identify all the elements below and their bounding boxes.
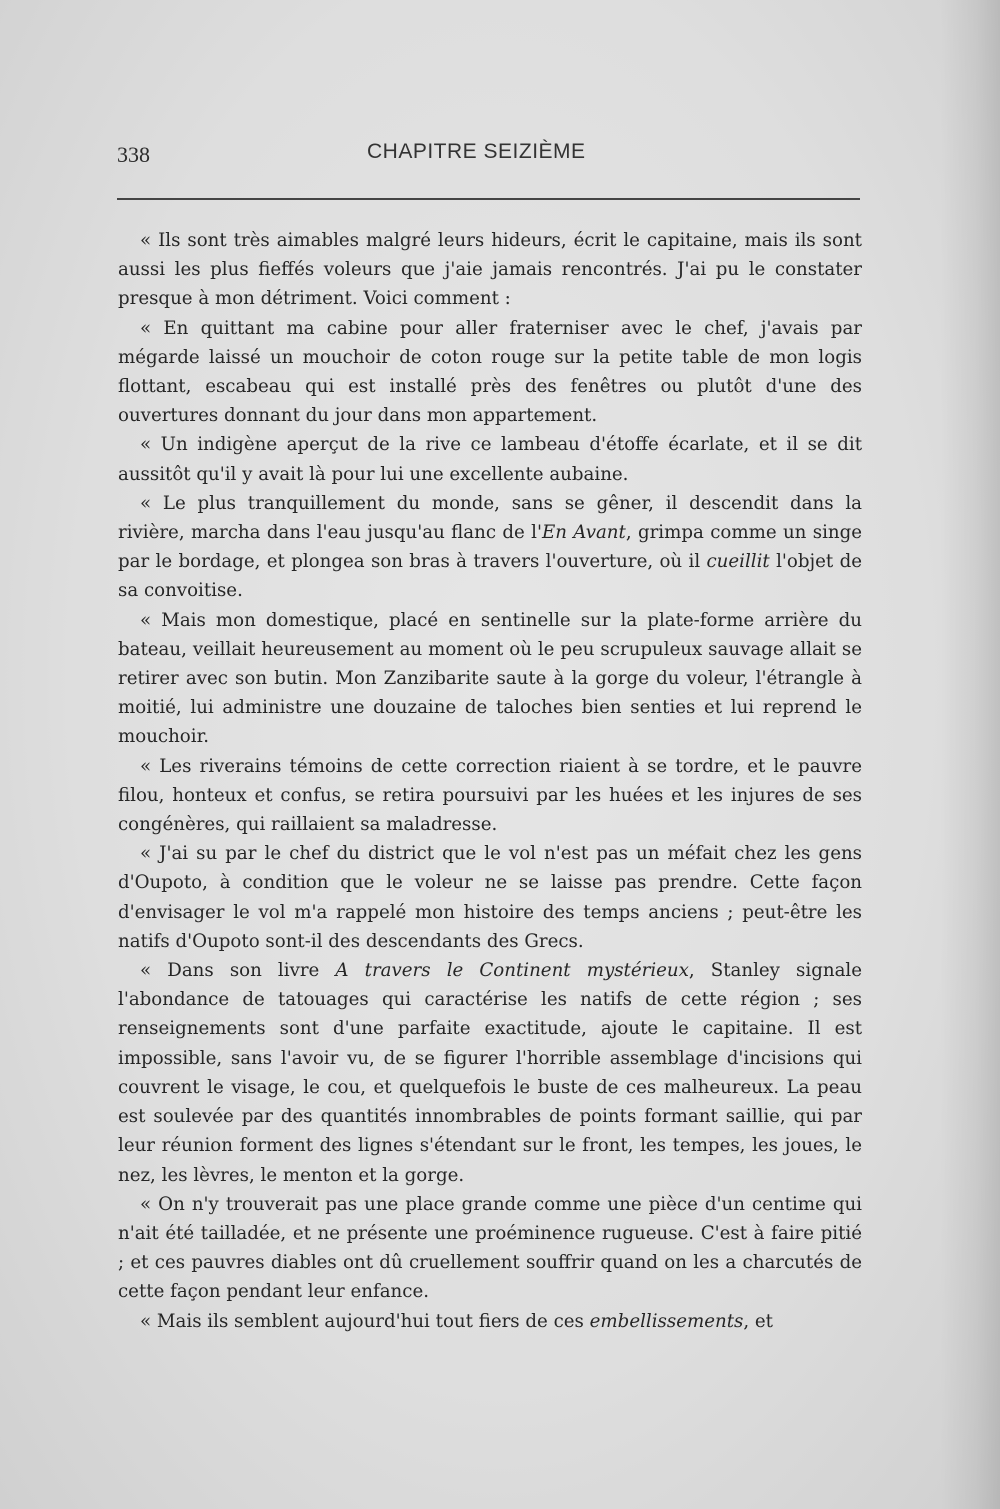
paragraph-text: « En quittant ma cabine pour aller fraterniser avec le chef, j'avais par mégarde laissé un mouchoir de coton rouge sur la petite table de mon logis flottant, escabeau qui est installé près des fenêtres ou plutôt d'une des ouvertures donnant du jour dans mon appartement. <box>118 317 862 427</box>
paragraph-text: , et <box>743 1310 773 1332</box>
paragraph <box>118 1307 862 1336</box>
chapter-title: CHAPITRE SEIZIÈME <box>367 140 586 163</box>
page-edge-shadow <box>940 0 1000 1509</box>
paragraph <box>118 226 862 314</box>
paragraph-text: « Dans son livre <box>140 960 336 982</box>
paragraph <box>118 839 862 956</box>
paragraph <box>118 1190 862 1307</box>
paragraph <box>118 606 862 752</box>
paragraph-text: « Mais ils semblent aujourd'hui tout fiers de ces <box>140 1310 590 1332</box>
paragraph-text: « Un indigène aperçut de la rive ce lambeau d'étoffe écarlate, et il se dit aussitôt qu'il y avait là pour lui une excellente aubaine. <box>118 434 862 485</box>
paragraph-text: « Le plus tranquillement du monde, sans se gêner, il descendit dans la rivière, marcha dans l'eau jusqu'au flanc de l' <box>118 492 862 544</box>
italic-text: A travers le Continent mystérieux <box>335 960 689 982</box>
paragraph-text: « Mais mon domestique, placé en sentinelle sur la plate-forme arrière du bateau, veillait heureusement au moment où le peu scrupuleux sauvage allait se retirer avec son butin. Mon Zanzibarite saute à la gorge du voleur, l'étrangle à moitié, lui administre une douzaine de taloches bien senties et lui reprend le mouchoir. <box>118 609 862 748</box>
italic-text: embellissements <box>589 1310 744 1332</box>
italic-text: En Avant <box>541 522 626 544</box>
paragraph-text: « Les riverains témoins de cette correction riaient à se tordre, et le pauvre filou, honteux et confus, se retira poursuivi par les huées et les injures de ses congénères, qui raillaient sa maladresse. <box>118 755 862 836</box>
paragraph <box>118 752 862 840</box>
paragraph-text: , grimpa comme un singe par le bordage, et plongea son bras à travers l'ouverture, où il <box>118 522 862 573</box>
paragraph-text: , Stanley signale l'abondance de tatouages qui caractérise les natifs de cette région ; ses renseignements sont d'une parfaite exactitude, ajoute le capitaine. Il est impossible, sans l'avoir vu, de se figurer l'horrible assemblage d'incisions qui couvrent le visage, le cou, et quelquefois le buste de ces malheureux. La peau est soulevée par des quantités innombrables de points formant saillie, qui par leur réunion forment des lignes s'étendant sur le front, les tempes, les joues, le nez, les lèvres, le menton et la gorge. <box>118 960 862 1186</box>
running-header <box>117 138 862 172</box>
paragraph <box>118 314 862 431</box>
paragraph-text: « Ils sont très aimables malgré leurs hideurs, écrit le capitaine, mais ils sont aussi les plus fieffés voleurs que j'aie jamais rencontrés. J'ai pu le constater presque à mon détriment. Voici comment : <box>118 230 862 310</box>
header-divider <box>117 198 860 200</box>
page-number: 338 <box>117 142 150 167</box>
paragraph <box>118 956 862 1190</box>
paragraph <box>118 489 862 606</box>
paragraph <box>118 430 862 488</box>
italic-text: cueillit <box>706 551 770 573</box>
paragraph-text: « On n'y trouverait pas une place grande comme une pièce d'un centime qui n'ait été tailladée, et ne présente une proéminence rugueuse. C'est à faire pitié ; et ces pauvres diables ont dû cruellement souffrir quand on les a charcutés de cette façon pendant leur enfance. <box>118 1193 862 1303</box>
paragraph-text: « J'ai su par le chef du district que le vol n'est pas un méfait chez les gens d'Oupoto, à condition que le voleur ne se laisse pas prendre. Cette façon d'envisager le vol m'a rappelé mon histoire des temps anciens ; peut-être les natifs d'Oupoto sont-il des descendants des Grecs. <box>118 843 862 952</box>
body-text <box>118 226 862 1336</box>
paragraph-text: l'objet de sa convoitise. <box>118 551 862 602</box>
